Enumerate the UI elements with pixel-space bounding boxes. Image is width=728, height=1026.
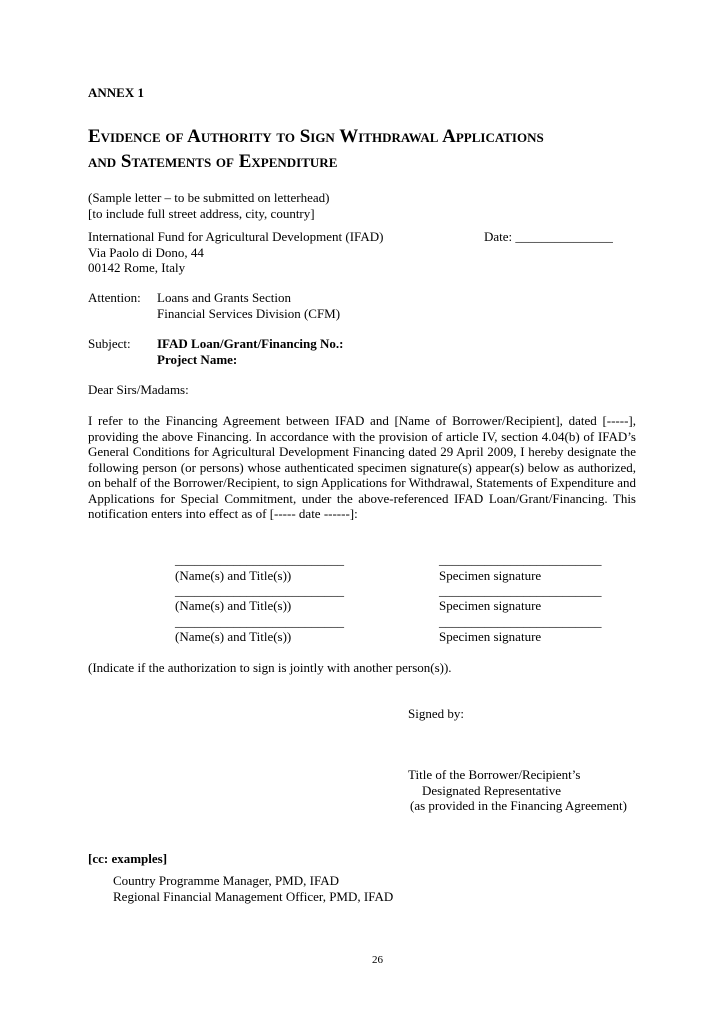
joint-authorization-note: (Indicate if the authorization to sign is jointly with another person(s)). <box>88 660 452 675</box>
name-title-label: (Name(s) and Title(s)) <box>175 598 292 613</box>
cc-line-2: Regional Financial Management Officer, PMD, IFAD <box>113 889 394 904</box>
address-line-2: Via Paolo di Dono, 44 <box>88 245 204 260</box>
address-line-1: International Fund for Agricultural Development (IFAD) <box>88 229 384 244</box>
sample-note-1: (Sample letter – to be submitted on letterhead) <box>88 190 330 205</box>
title-line-1: Evidence of Authority to Sign Withdrawal Applications <box>88 126 544 147</box>
name-title-label: (Name(s) and Title(s)) <box>175 568 292 583</box>
address-line-3: 00142 Rome, Italy <box>88 260 186 275</box>
representative-title-line-3: (as provided in the Financing Agreement) <box>410 798 627 813</box>
cc-line-1: Country Programme Manager, PMD, IFAD <box>113 873 339 888</box>
attention-line-2: Financial Services Division (CFM) <box>157 306 341 321</box>
name-line: __________________________ <box>175 552 344 567</box>
cc-label: [cc: examples] <box>88 851 168 866</box>
attention-label: Attention: <box>88 290 141 305</box>
subject-line-2: Project Name: <box>157 352 238 367</box>
body-paragraph: I refer to the Financing Agreement between IFAD and [Name of Borrower/Recipient], dated [-----], providing the above Financing. In accordance with the provision of article IV, section 4.04(b) of IFAD’s General Conditions for Agricultural Development Financing dated 29 April 2009, I hereby designate the following person (or persons) whose authenticated specimen signature(s) appear(s) below as authorized, on behalf of the Borrower/Recipient, to sign Applications for Withdrawal, Statements of Expenditure and Applications for Special Commitment, under the above-referenced IFAD Loan/Grant/Financing. This notification enters into effect as of [----- date ------]: <box>88 413 636 521</box>
title-line-2: and Statements of Expenditure <box>88 151 338 172</box>
name-line: __________________________ <box>175 614 344 629</box>
attention-line-1: Loans and Grants Section <box>157 290 291 305</box>
specimen-signature-label: Specimen signature <box>439 568 542 583</box>
signature-line: _________________________ <box>439 583 602 598</box>
subject-line-1: IFAD Loan/Grant/Financing No.: <box>157 336 344 351</box>
representative-title-line-1: Title of the Borrower/Recipient’s <box>408 767 581 782</box>
signed-by-label: Signed by: <box>408 706 464 721</box>
sample-note-2: [to include full street address, city, country] <box>88 206 315 221</box>
annex-label: ANNEX 1 <box>88 85 144 100</box>
signature-line: _________________________ <box>439 552 602 567</box>
date-field: Date: _______________ <box>484 229 613 244</box>
signature-line: _________________________ <box>439 614 602 629</box>
name-title-label: (Name(s) and Title(s)) <box>175 629 292 644</box>
representative-title-line-2: Designated Representative <box>422 783 561 798</box>
subject-label: Subject: <box>88 336 131 351</box>
specimen-signature-label: Specimen signature <box>439 629 542 644</box>
name-line: __________________________ <box>175 583 344 598</box>
page-number: 26 <box>372 954 383 966</box>
specimen-signature-label: Specimen signature <box>439 598 542 613</box>
salutation: Dear Sirs/Madams: <box>88 382 189 397</box>
